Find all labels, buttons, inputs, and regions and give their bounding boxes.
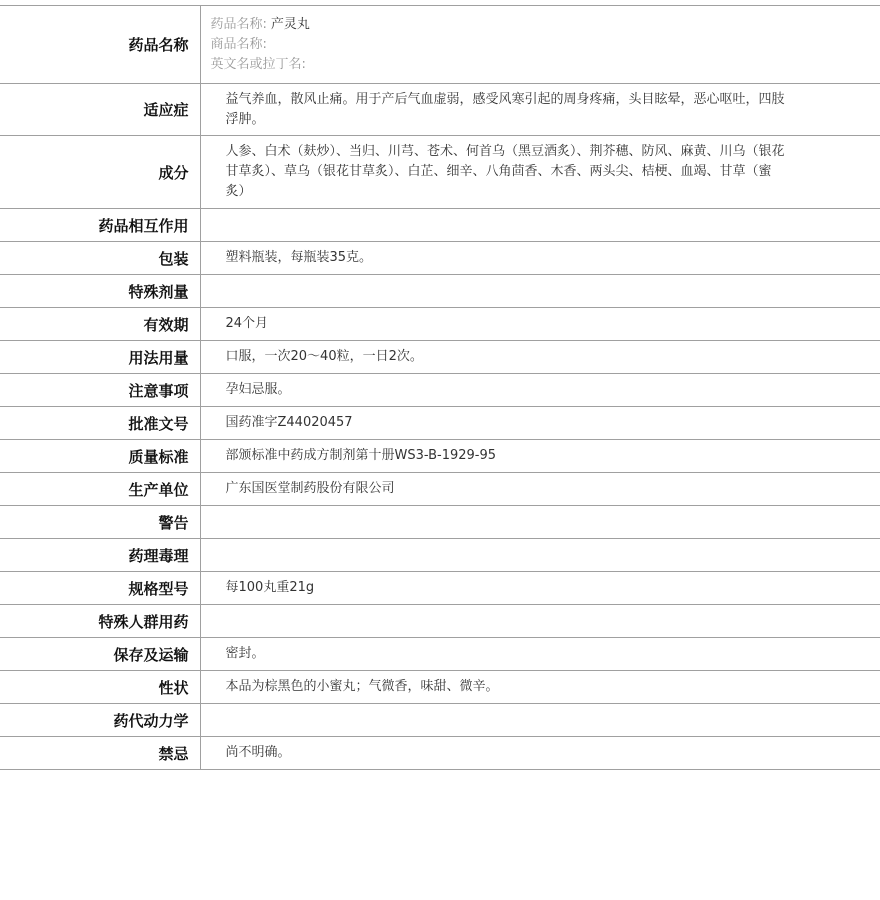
row-value-text: 口服，一次20～40粒，一日2次。	[225, 349, 423, 364]
row-value-text: 24个月	[225, 316, 269, 331]
row-value-text	[201, 221, 880, 229]
row-value	[200, 374, 880, 407]
row-value	[200, 136, 880, 209]
name-block	[201, 6, 880, 79]
table-row-usage	[0, 341, 880, 374]
trade-name-line	[211, 35, 871, 55]
table-row-ingredients	[0, 136, 880, 209]
row-value	[200, 704, 880, 737]
table-row-contraindications	[0, 737, 880, 770]
row-label: 性状	[0, 671, 200, 704]
drug-name-value: 产灵丸	[270, 17, 310, 32]
table-row-indications	[0, 84, 880, 136]
table-row-special-dosage	[0, 275, 880, 308]
row-label: 适应症	[0, 84, 200, 136]
row-value	[200, 209, 880, 242]
row-value	[200, 6, 880, 84]
table-row-special-populations	[0, 605, 880, 638]
row-label: 保存及运输	[0, 638, 200, 671]
row-value	[200, 84, 880, 136]
row-value-text: 益气养血，散风止痛。用于产后气血虚弱，感受风寒引起的周身疼痛，头目眩晕，恶心呕吐，四肢浮肿。	[225, 91, 785, 127]
row-value	[200, 407, 880, 440]
row-value	[200, 539, 880, 572]
row-value	[200, 572, 880, 605]
table-row-interactions	[0, 209, 880, 242]
row-label: 质量标准	[0, 440, 200, 473]
row-label: 药品相互作用	[0, 209, 200, 242]
row-label: 药代动力学	[0, 704, 200, 737]
row-value-text	[201, 617, 880, 625]
row-value-text	[201, 518, 880, 526]
table-row-pharmacology	[0, 539, 880, 572]
row-value	[200, 440, 880, 473]
row-value	[200, 341, 880, 374]
row-value	[200, 242, 880, 275]
row-label: 规格型号	[0, 572, 200, 605]
trade-name-key: 商品名称:	[210, 37, 267, 52]
row-value-text: 广东国医堂制药股份有限公司	[225, 481, 395, 496]
row-value-text: 国药准字Z44020457	[225, 415, 353, 430]
row-label: 药理毒理	[0, 539, 200, 572]
row-label: 用法用量	[0, 341, 200, 374]
row-value	[200, 506, 880, 539]
row-label: 药品名称	[0, 6, 200, 84]
row-value-text: 密封。	[225, 646, 265, 661]
table-row-precautions	[0, 374, 880, 407]
table-row-description	[0, 671, 880, 704]
row-value	[200, 671, 880, 704]
row-value-text: 部颁标准中药成方制剂第十册WS3-B-1929-95	[225, 448, 497, 463]
table-row-warning	[0, 506, 880, 539]
table-row-drug-name	[0, 6, 880, 84]
table-row-storage	[0, 638, 880, 671]
row-label: 注意事项	[0, 374, 200, 407]
row-value-text	[201, 551, 880, 559]
table-row-packaging	[0, 242, 880, 275]
row-value-text: 塑料瓶装，每瓶装35克。	[225, 250, 373, 265]
row-label: 特殊剂量	[0, 275, 200, 308]
row-label: 生产单位	[0, 473, 200, 506]
table-row-approval-number	[0, 407, 880, 440]
row-value	[200, 308, 880, 341]
table-row-pharmacokinetics	[0, 704, 880, 737]
row-value	[200, 605, 880, 638]
drug-name-line	[211, 15, 871, 35]
table-row-quality-standard	[0, 440, 880, 473]
latin-name-line	[211, 55, 871, 75]
row-label: 禁忌	[0, 737, 200, 770]
row-value-text: 本品为棕黑色的小蜜丸；气微香，味甜、微辛。	[225, 679, 499, 694]
row-label: 有效期	[0, 308, 200, 341]
row-value-text: 孕妇忌服。	[225, 382, 291, 397]
row-value	[200, 275, 880, 308]
row-label: 特殊人群用药	[0, 605, 200, 638]
drug-info-table	[0, 5, 880, 770]
latin-name-key: 英文名或拉丁名:	[210, 57, 306, 72]
row-value-text	[201, 716, 880, 724]
table-row-specification	[0, 572, 880, 605]
table-row-manufacturer	[0, 473, 880, 506]
row-value	[200, 737, 880, 770]
row-label: 包装	[0, 242, 200, 275]
table-row-shelf-life	[0, 308, 880, 341]
drug-name-key: 药品名称:	[210, 17, 267, 32]
row-label: 批准文号	[0, 407, 200, 440]
row-label: 警告	[0, 506, 200, 539]
row-value	[200, 473, 880, 506]
row-label: 成分	[0, 136, 200, 209]
row-value-text: 每100丸重21g	[225, 580, 315, 595]
row-value-text	[201, 287, 880, 295]
row-value	[200, 638, 880, 671]
row-value-text: 人参、白术（麸炒）、当归、川芎、苍术、何首乌（黑豆酒炙）、荆芥穗、防风、麻黄、川乌（银花甘草炙）、草乌（银花甘草炙）、白芷、细辛、八角茴香、木香、两头尖、桔梗、血竭、甘草（蜜炙）	[225, 144, 785, 199]
row-value-text: 尚不明确。	[225, 745, 291, 760]
